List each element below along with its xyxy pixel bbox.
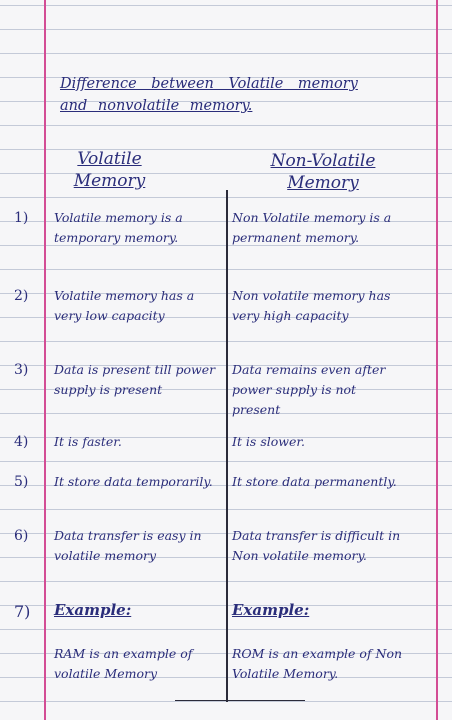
row-left-text: It is faster. <box>54 434 122 449</box>
row-number: 3) <box>14 362 29 378</box>
example-left-text: RAM is an example of volatile Memory <box>54 646 193 681</box>
header-volatile-line2: Memory <box>73 171 146 191</box>
row-number: 2) <box>14 288 29 304</box>
row-right-text: It is slower. <box>232 434 305 449</box>
row-right-text: It store data permanently. <box>232 474 397 489</box>
left-margin-line <box>44 0 46 720</box>
title-line-1: Difference between Volatile memory <box>60 76 358 92</box>
row-left-text: Data transfer is easy in volatile memory <box>54 528 202 563</box>
header-nonvolatile-line1: Non-Volatile <box>270 151 376 171</box>
example-heading-left: Example: <box>54 601 132 619</box>
row-right-text: Data transfer is difficult in Non volatile memory. <box>232 528 401 563</box>
header-volatile-line1: Volatile <box>77 149 142 169</box>
header-nonvolatile <box>238 150 408 194</box>
column-divider <box>226 190 228 702</box>
row-number: 1) <box>14 210 29 226</box>
row-left-text: It store data temporarily. <box>54 474 213 489</box>
right-margin-line <box>436 0 438 720</box>
row-left-text: Volatile memory has a very low capacity <box>54 288 195 323</box>
row-left-text: Volatile memory is a temporary memory. <box>54 210 183 245</box>
row-right-text: Non volatile memory has very high capacity <box>232 288 391 323</box>
title-line-2: and nonvolatile memory. <box>60 98 253 114</box>
row-left-text: Data is present till power supply is present <box>54 362 216 397</box>
row-right-text: Data remains even after power supply is not present <box>232 362 386 417</box>
bottom-rule <box>175 700 305 701</box>
row-number: 4) <box>14 434 29 450</box>
row-number: 5) <box>14 474 29 490</box>
header-nonvolatile-line2: Memory <box>287 173 359 193</box>
example-heading-right: Example: <box>232 601 310 619</box>
example-right-text: ROM is an example of Non Volatile Memory. <box>232 646 403 681</box>
row-right-text: Non Volatile memory is a permanent memory. <box>232 210 392 245</box>
row-number: 6) <box>14 528 29 544</box>
row-number: 7) <box>14 602 31 621</box>
header-volatile <box>52 148 167 192</box>
